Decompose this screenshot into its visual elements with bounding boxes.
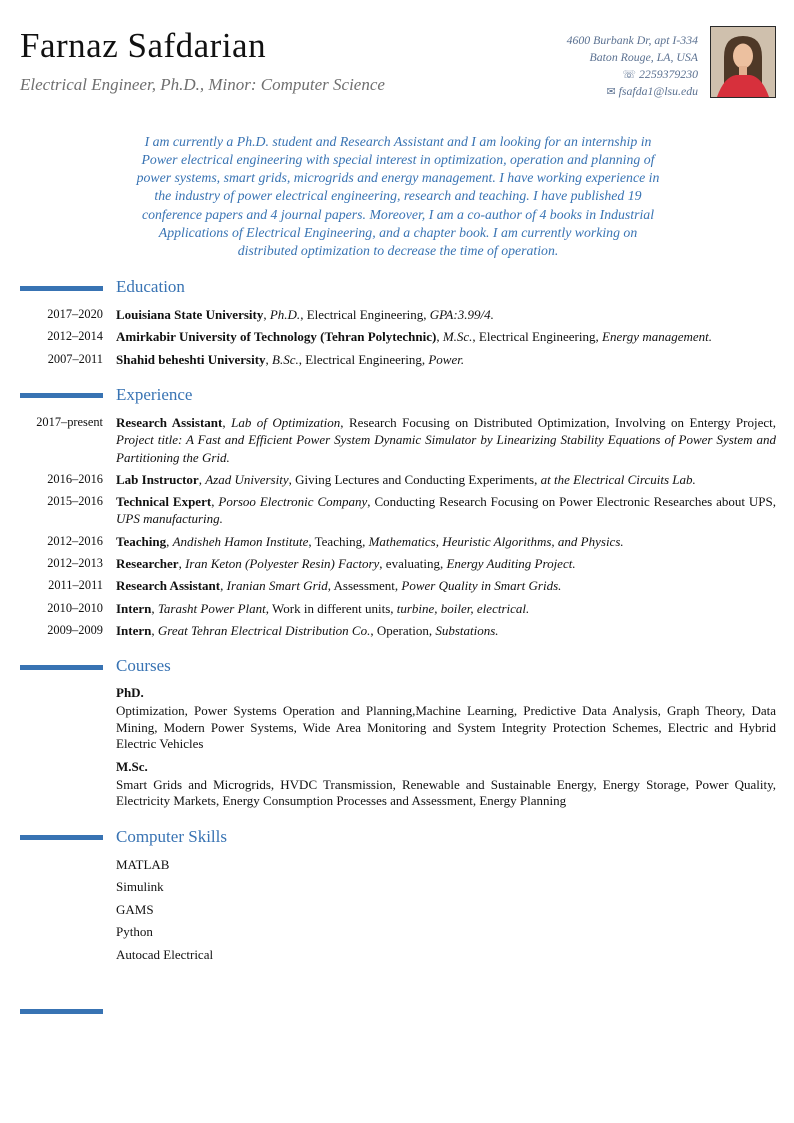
experience-entry [20,577,776,594]
experience-entry [20,414,776,466]
entry-degree: M.Sc. [442,329,473,345]
section-computer-skills [20,827,776,963]
next-section-rule [20,1009,103,1014]
education-entry [20,306,776,323]
summary-quote: I am currently a Ph.D. student and Research Assistant and I am looking for an internship in Power electrical engineering with special interest in optimization, operation and planning of power systems, smart grids, microgrids and energy management. I have working experience in the industry of power electrical engineering, research and teaching. I have published 19 conference papers and 4 journal papers. Moreover, I am a co-author of 4 books in Industrial Applications of Electrical Engineering, and a chapter book. I am currently working on distributed optimization to decrease the time of operation. [136,133,660,258]
phone-line [567,66,698,84]
entry-role: Teaching [116,533,167,549]
entry-note: Power. [428,351,465,367]
section-rule [20,393,103,398]
entry-degree: Ph.D. [269,307,301,323]
entry-date: 2017–present [36,414,103,429]
entry-note: turbine, boiler, electrical. [396,600,530,616]
entry-content [116,577,776,594]
entry-content [116,328,776,345]
entry-role: Research Assistant [116,414,223,430]
job-title: Electrical Engineer, Ph.D., Minor: Computer Science [20,75,385,95]
entry-date: 2011–2011 [48,578,103,593]
entry-org: Lab of Optimization [231,414,341,430]
section-rule [20,665,103,670]
entry-sep: , [263,307,270,323]
entry-role: Technical Expert [116,494,212,510]
profile-photo [710,26,776,98]
entry-desc: , Research Focusing on Distributed Optimization, Involving on Entergy Project, [340,414,776,430]
entry-desc: , Teaching, [308,533,369,549]
entry-role: Intern [116,622,152,638]
entry-org: Tarasht Power Plant [157,600,266,616]
experience-entry [20,493,776,528]
section-heading [20,656,776,676]
entry-sep: , [198,471,206,487]
course-level-label: PhD. [116,685,144,701]
entry-org: Iranian Smart Grid [226,578,328,594]
skill-item: MATLAB [116,856,170,872]
entry-role: Intern [116,600,152,616]
entry-org: Andisheh Hamon Institute [172,533,309,549]
entry-sep: , [151,622,158,638]
section-heading [20,827,776,847]
envelope-icon: ✉ [606,86,616,99]
entry-content [116,414,776,466]
experience-entry [20,555,776,572]
entry-note: Power Quality in Smart Grids. [401,578,562,594]
experience-entry [20,471,776,488]
section-title-experience: Experience [116,384,193,404]
experience-entry [20,533,776,550]
section-courses [20,656,776,810]
entry-sep: , [166,533,173,549]
skill-item: GAMS [116,901,154,917]
skill-item: Simulink [116,879,164,895]
section-title-computer-skills: Computer Skills [116,826,227,846]
section-heading [20,385,776,405]
entry-sep: , [211,494,219,510]
entry-content [116,493,776,528]
section-experience [20,385,776,639]
entry-note: GPA:3.99/4. [429,307,494,323]
entry-date: 2010–2010 [47,600,103,615]
entry-date: 2007–2011 [47,351,103,366]
section-rule [20,286,103,291]
entry-sep: , [222,414,232,430]
entry-desc: , Work in different units, [265,600,397,616]
email-line[interactable] [567,83,698,101]
skill-item: Autocad Electrical [116,946,214,962]
entry-sep: , [265,351,273,367]
header-contact-area [567,26,776,101]
entry-date: 2012–2014 [47,329,103,344]
entry-note: Project title: A Fast and Efficient Power System Dynamic Simulator by Linearizing Stability Equations of Power System and Partitioning the Grid. [116,432,776,465]
entry-role: Lab Instructor [116,471,199,487]
entry-school: Louisiana State University [116,307,264,323]
phone-icon: ☏ [622,68,637,81]
entry-degree: B.Sc. [272,351,299,367]
education-entry [20,328,776,345]
section-heading [20,277,776,297]
entry-org: Great Tehran Electrical Distribution Co. [157,622,371,638]
education-entry [20,351,776,368]
section-title-education: Education [116,277,185,297]
entry-sep: , [220,578,227,594]
entry-note: Mathematics, Heuristic Algorithms, and Physics. [368,533,624,549]
course-entry [116,685,776,753]
entry-content [116,555,776,572]
section-education [20,277,776,368]
entry-note: Substations. [435,622,499,638]
entry-school: Shahid beheshti University [116,351,266,367]
experience-entry [20,600,776,617]
email-address: fsafda1@lsu.edu [618,84,698,99]
course-list-text: Optimization, Power Systems Operation and Planning,Machine Learning, Predictive Data Analysis, Graph Theory, Data Mining, Modern Power Systems, Wide Area Monitoring and System Integrity Protection Schemes, Electric and Hybrid Electric Vehicles [116,703,776,752]
entry-note: Energy Auditing Project. [446,555,576,571]
entry-org: Azad University [205,471,289,487]
phone-number: 2259379230 [639,66,698,81]
entry-content [116,600,776,617]
entry-desc: , Conducting Research Focusing on Power Electronic Researches about UPS, [367,494,776,510]
entry-content [116,533,776,550]
entry-desc: , Assessment, [327,578,402,594]
entry-sep: , [436,329,443,345]
entry-content [116,622,776,639]
entry-desc: , Electrical Engineering, [298,351,429,367]
entry-note: Energy management. [602,329,713,345]
entry-date: 2015–2016 [47,494,103,509]
course-entry [116,759,776,810]
entry-content [116,351,776,368]
entry-desc: , Electrical Engineering, [300,307,430,323]
contact-block [567,26,698,101]
entry-org: Iran Keton (Polyester Resin) Factory [185,555,380,571]
entry-org: Porsoo Electronic Company [218,494,368,510]
profile-photo-image [711,27,775,97]
entry-note: at the Electrical Circuits Lab. [540,471,696,487]
entry-date: 2017–2020 [47,307,103,322]
entry-sep: , [151,600,158,616]
header-identity [20,26,567,95]
entry-content [116,471,776,488]
address-line-2: Baton Rouge, LA, USA [589,49,698,64]
entry-date: 2012–2013 [47,555,103,570]
entry-desc: , Giving Lectures and Conducting Experiments, [288,471,541,487]
entry-school: Amirkabir University of Technology (Tehran Polytechnic) [116,329,437,345]
entry-note: UPS manufacturing. [116,511,223,527]
entry-sep: , [178,555,186,571]
entry-role: Research Assistant [116,578,221,594]
section-rule [20,835,103,840]
entry-date: 2012–2016 [47,533,103,548]
address-line-1: 4600 Burbank Dr, apt I-334 [566,33,698,47]
entry-desc: , Operation, [370,622,436,638]
course-level-label: M.Sc. [116,758,148,774]
skill-item: Python [116,924,153,940]
entry-date: 2009–2009 [47,622,103,637]
entry-date: 2016–2016 [47,471,103,486]
page-title: Farnaz Safdarian [20,26,267,65]
entry-content [116,306,776,323]
section-title-courses: Courses [116,656,171,676]
entry-desc: , evaluating, [379,555,447,571]
experience-entry [20,622,776,639]
entry-role: Researcher [116,555,179,571]
course-list-text: Smart Grids and Microgrids, HVDC Transmission, Renewable and Sustainable Energy, Energy Storage, Power Quality, Electricity Markets, Energy Consumption Processes and Assessment, Energy Planning [116,776,776,809]
header [20,26,776,101]
entry-desc: , Electrical Engineering, [472,329,603,345]
